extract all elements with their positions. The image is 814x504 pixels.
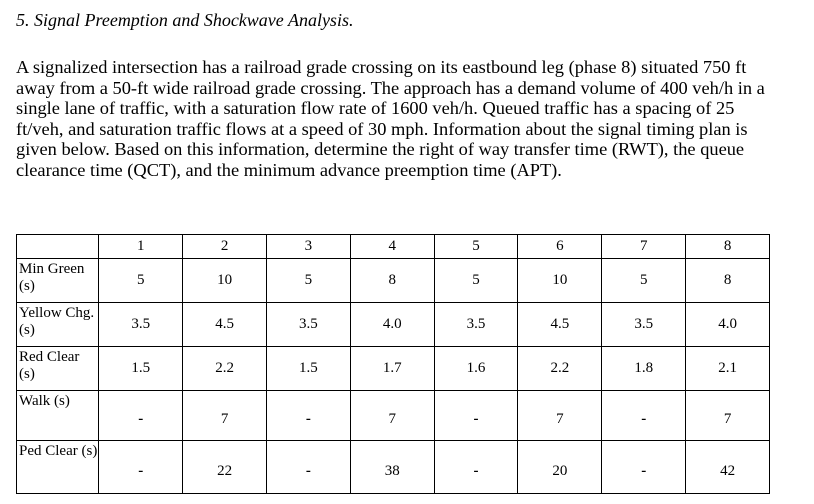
corner-cell xyxy=(17,235,99,259)
table-cell: 2.1 xyxy=(686,347,770,391)
row-label-min-green: Min Green (s) xyxy=(17,259,99,303)
phase-header: 5 xyxy=(434,235,518,259)
phase-header: 3 xyxy=(266,235,350,259)
problem-title: 5. Signal Preemption and Shockwave Analysis. xyxy=(16,10,354,30)
table-cell: 5 xyxy=(99,259,183,303)
table-cell: 1.7 xyxy=(350,347,434,391)
table-cell: 4.5 xyxy=(183,303,267,347)
table-cell: 4.0 xyxy=(350,303,434,347)
table-row xyxy=(17,259,770,303)
table-row xyxy=(17,391,770,441)
table-cell: 20 xyxy=(518,441,602,494)
table-cell: - xyxy=(434,391,518,441)
table-cell: 3.5 xyxy=(266,303,350,347)
table-cell: 1.5 xyxy=(266,347,350,391)
table-cell: - xyxy=(266,391,350,441)
table-cell: 7 xyxy=(518,391,602,441)
phase-header: 7 xyxy=(602,235,686,259)
table-cell: 5 xyxy=(602,259,686,303)
table-cell: 1.6 xyxy=(434,347,518,391)
table-cell: 1.5 xyxy=(99,347,183,391)
table-cell: 8 xyxy=(686,259,770,303)
table-row xyxy=(17,347,770,391)
table-cell: 4.0 xyxy=(686,303,770,347)
table-cell: 3.5 xyxy=(99,303,183,347)
table-cell: 5 xyxy=(266,259,350,303)
table-cell: 5 xyxy=(434,259,518,303)
table-cell: 38 xyxy=(350,441,434,494)
signal-timing-table xyxy=(16,234,770,494)
table-cell: 1.8 xyxy=(602,347,686,391)
phase-header: 4 xyxy=(350,235,434,259)
table-cell: - xyxy=(602,391,686,441)
table-row xyxy=(17,441,770,494)
table-header-row xyxy=(17,235,770,259)
problem-statement: A signalized intersection has a railroad grade crossing on its eastbound leg (phase 8) situated 750 ft away from a 50-ft wide railroad grade crossing. The approach has a demand volume of 400 veh/h in a single lane of traffic, with a saturation flow rate of 1600 veh/h. Queued traffic has a spacing of 25 ft/veh, and saturation traffic flows at a speed of 30 mph. Information about the signal timing plan is given below. Based on this information, determine the right of way transfer time (RWT), the queue clearance time (QCT), and the minimum advance preemption time (APT). xyxy=(16,57,765,180)
table-cell: - xyxy=(602,441,686,494)
table-cell: - xyxy=(99,391,183,441)
table-cell: 10 xyxy=(183,259,267,303)
table-cell: 7 xyxy=(350,391,434,441)
table-cell: - xyxy=(266,441,350,494)
phase-header: 6 xyxy=(518,235,602,259)
phase-header: 2 xyxy=(183,235,267,259)
table-cell: 7 xyxy=(686,391,770,441)
table-cell: - xyxy=(434,441,518,494)
table-cell: 2.2 xyxy=(518,347,602,391)
row-label-yellow-change: Yellow Chg. (s) xyxy=(17,303,99,347)
phase-header: 1 xyxy=(99,235,183,259)
table-cell: 22 xyxy=(183,441,267,494)
row-label-walk: Walk (s) xyxy=(17,391,99,441)
table-cell: 4.5 xyxy=(518,303,602,347)
table-cell: - xyxy=(99,441,183,494)
table-row xyxy=(17,303,770,347)
table-cell: 3.5 xyxy=(602,303,686,347)
table-cell: 2.2 xyxy=(183,347,267,391)
row-label-red-clear: Red Clear (s) xyxy=(17,347,99,391)
table-cell: 7 xyxy=(183,391,267,441)
phase-header: 8 xyxy=(686,235,770,259)
table-cell: 3.5 xyxy=(434,303,518,347)
table-cell: 8 xyxy=(350,259,434,303)
row-label-ped-clear: Ped Clear (s) xyxy=(17,441,99,494)
table-cell: 10 xyxy=(518,259,602,303)
table-cell: 42 xyxy=(686,441,770,494)
